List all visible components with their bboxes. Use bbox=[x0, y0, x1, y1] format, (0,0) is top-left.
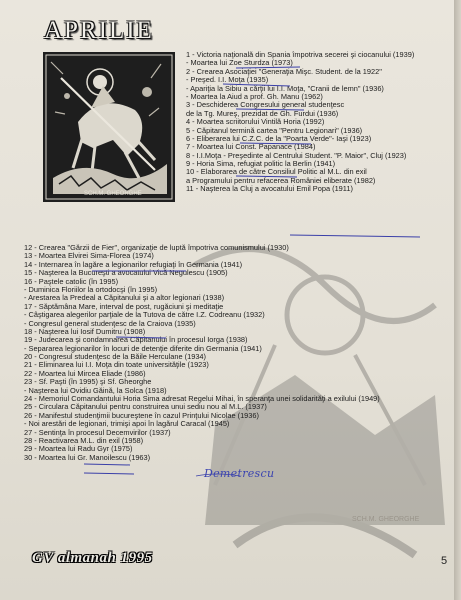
calendar-entry: - Apariţia la Sibiu a cărţii lui I.I. Moţa, "Cranii de lemn" (1936) bbox=[186, 84, 384, 93]
calendar-entry: 27 - Sentinţa în procesul Decemvirilor (1937) bbox=[24, 428, 171, 437]
calendar-entry: 22 - Moartea lui Mircea Eliade (1986) bbox=[24, 369, 146, 378]
woodcut-signature: SCH.M. GHEORGHE bbox=[84, 191, 142, 197]
calendar-entry: 3 - Deschiderea Congresului general studenţesc bbox=[186, 101, 345, 110]
calendar-entry: 5 - Căpitanul termină cartea "Pentru Legionari" (1936) bbox=[186, 126, 363, 135]
calendar-entry: a Programului pentru refacerea României eliberate (1982) bbox=[186, 176, 376, 185]
calendar-entry: 20 - Congresul studenţesc de la Băile Herculane (1934) bbox=[24, 353, 206, 362]
calendar-entry: 13 - Moartea Elvirei Sima-Florea (1974) bbox=[24, 252, 154, 261]
calendar-entry: - Congresul general studenţesc de la Craiova (1935) bbox=[24, 319, 196, 328]
calendar-entry: 23 - Sf. Paşti (în 1995) şi Sf. Gheorghe bbox=[24, 378, 152, 387]
calendar-entry: 8 - I.I.Moţa - Preşedinte al Centrului Student. "P. Maior", Cluj (1923) bbox=[186, 151, 407, 160]
page-number: 5 bbox=[441, 555, 448, 567]
calendar-entry: 25 - Circulara Căpitanului pentru construirea unui sediu nou al M.L. (1937) bbox=[24, 403, 267, 412]
calendar-entry: 12 - Crearea "Gărzii de Fier", organizaţie de luptă împotriva comunismului (1930) bbox=[24, 244, 289, 252]
calendar-entry: - Moartea lui Zoe Sturdza (1973) bbox=[186, 59, 293, 68]
calendar-entry: 14 - Internarea în lagăre a legionarilor refugiaţi în Germania (1941) bbox=[24, 260, 243, 269]
calendar-entry: 24 - Memoriul Comandantului Horia Sima adresat Regelui Mihai, în speranţa unei solidarităţi a exilului (1949) bbox=[24, 395, 380, 404]
calendar-entry: - Preşed. I.I. Moţa (1935) bbox=[186, 76, 269, 85]
background-signature: SCH.M. GHEORGHE bbox=[352, 516, 420, 523]
calendar-entry: 29 - Moartea lui Radu Gyr (1975) bbox=[24, 445, 133, 454]
handwritten-note: Demetrescu bbox=[204, 467, 275, 480]
calendar-entry: 17 - Săptămâna Mare, interval de post, rugăciuni şi meditaţie bbox=[24, 302, 224, 311]
page-title: APRILIE bbox=[44, 17, 154, 44]
calendar-entry: 4 - Moartea scriitorului Vintilă Horia (1992) bbox=[186, 118, 325, 127]
calendar-entry: 11 - Naşterea la Cluj a avocatului Emil Popa (1911) bbox=[186, 185, 353, 194]
calendar-entry: 10 - Elaborarea de către Consiliul Politic al M.L. din exil bbox=[186, 168, 367, 177]
calendar-entry: 30 - Moartea lui Gr. Manoilescu (1963) bbox=[24, 453, 151, 462]
calendar-entry: - Naşterea lui Ovidiu Găină, la Solca (1918) bbox=[24, 386, 167, 395]
calendar-entry: 1 - Victoria naţională din Spania împotriva secerei şi ciocanului (1939) bbox=[186, 51, 415, 59]
calendar-entry: - Separarea legionarilor în locuri de detenţie diferite din Germania (1941) bbox=[24, 344, 262, 353]
calendar-entry: 21 - Eliminarea lui I.I. Moţa din toate universităţile (1923) bbox=[24, 361, 209, 370]
calendar-entry: 2 - Crearea Asociaţiei "Generaţia Mişc. Student. de la 1922" bbox=[186, 67, 382, 76]
almanac-footer: GV almanah 1995 bbox=[32, 550, 153, 566]
calendar-entry: 18 - Naşterea lui Iosif Dumitru (1908) bbox=[24, 327, 146, 336]
calendar-entry: - Arestarea la Predeal a Căpitanului şi a altor legionari (1938) bbox=[24, 294, 225, 303]
calendar-entry: - Moartea la Aiud a prof. Gh. Manu (1962) bbox=[186, 92, 323, 101]
calendar-entry: - Duminica Floriilor la ortodocşi (în 1995) bbox=[24, 285, 158, 294]
calendar-entry: 19 - Judecarea şi condamnarea Căpitanului în procesul Iorga (1938) bbox=[24, 336, 248, 345]
calendar-entry: 6 - Eliberarea lui C.Z.C. de la "Poarta Verde"- Iaşi (1923) bbox=[186, 134, 372, 143]
calendar-entry: 7 - Moartea lui Const. Papanace (1984) bbox=[186, 143, 316, 152]
calendar-entry: de la Tg. Mureş, prezidat de Gh. Furdui (1936) bbox=[186, 109, 339, 118]
calendar-entry: 9 - Horia Sima, refugiat politic la Berlin (1941) bbox=[186, 160, 336, 169]
calendar-entry: - Câştigarea alegerilor parţiale de la Tutova de către I.Z. Codreanu (1932) bbox=[24, 311, 265, 320]
calendar-entry: - Noi arestări de legionari, trimişi apoi în lagărul Caracal (1945) bbox=[24, 420, 230, 429]
calendar-entry: 28 - Reactivarea M.L. din exil (1958) bbox=[24, 436, 144, 445]
calendar-entry: 26 - Manifestul studenţimii bucureştene în cazul Prinţului Nicolae (1936) bbox=[24, 411, 259, 420]
calendar-entry: 15 - Naşterea la Bucureşti a avocatului Vică Negulescu (1905) bbox=[24, 269, 228, 278]
calendar-entry: 16 - Paştele catolic (în 1995) bbox=[24, 277, 119, 286]
